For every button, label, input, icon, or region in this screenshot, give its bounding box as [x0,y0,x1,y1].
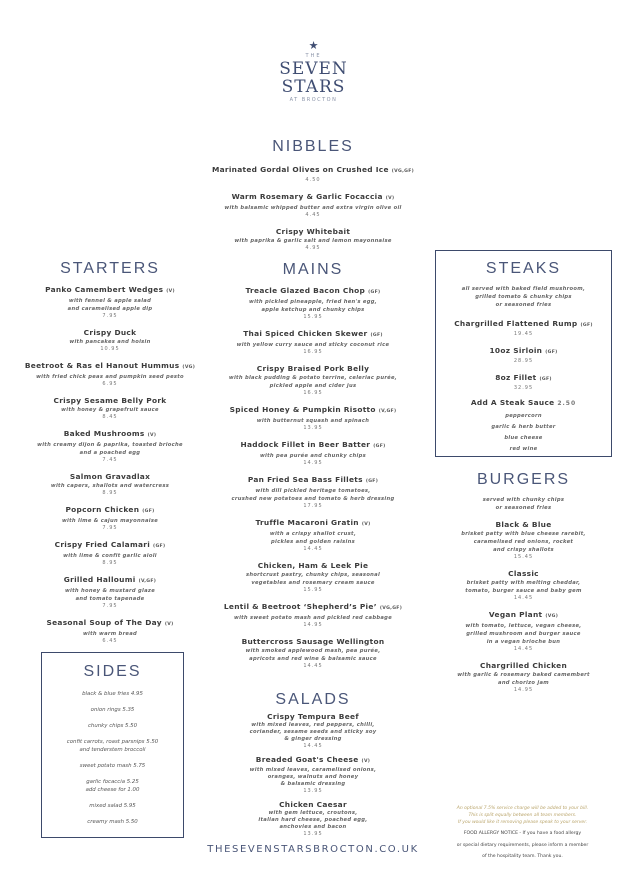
item-name-text: Baked Mushrooms [63,429,145,438]
menu-item [193,286,433,321]
item-name-text: Marinated Gordal Olives on Crushed Ice [211,165,389,174]
item-price: 8.45 [102,414,118,420]
item-description: in a vegan brioche bun [486,639,561,645]
menu-item [10,429,210,464]
item-price: 14.45 [303,663,323,669]
menu-item [193,405,433,432]
steak-sauce-option: garlic & herb butter [491,424,556,430]
sides-section [41,662,184,834]
item-description: with smoked applewood mash, pea purée, [245,648,381,654]
item-name [193,755,433,767]
item-description: with garlic & rosemary baked camembert [457,672,590,678]
item-name-text: Warm Rosemary & Garlic Focaccia [231,192,383,201]
item-description: with lime & cajun mayonnaise [61,518,159,524]
dietary-tag: (V) [385,196,395,201]
dietary-tag: (VG,GF) [391,169,415,174]
menu-item [425,610,622,653]
allergy-notice-line: FOOD ALLERGY NOTICE - If you have a food allergy [463,831,582,836]
item-description: shortcrust pastry, chunky chips, seasonal [245,572,381,578]
item-price: 13.95 [303,831,323,837]
menu-item [193,755,433,795]
item-price: 4.95 [305,245,321,251]
menu-item [193,637,433,670]
menu-item [193,712,433,750]
item-description: with dill pickled heritage tomatoes, [255,488,371,494]
item-name [10,361,210,373]
item-description: with fried chick peas and pumpkin seed pesto [36,374,184,380]
item-name [425,610,622,622]
item-name-text: Vegan Plant [488,610,543,619]
dietary-tag: (V) [164,622,174,627]
item-description: with pea purée and chunky chips [259,453,367,459]
item-name [435,373,612,385]
item-description: with butternut squash and spinach [256,418,370,424]
item-price: 8.95 [102,560,118,566]
menu-item [193,518,433,553]
item-name [425,661,622,671]
side-item [41,762,184,770]
burgers-section [425,470,622,702]
item-price: 13.95 [303,425,323,431]
item-price: 7.95 [102,313,118,319]
item-description: tomato, burger sauce and baby gem [465,588,582,594]
menu-item [425,520,622,561]
menu-item [425,569,622,602]
item-name-text: Chicken, Ham & Leek Pie [257,561,369,570]
item-description: and caramelised apple dip [67,306,153,312]
service-charge-line: This is split equally between all team members. [468,813,577,818]
menu-item [163,165,463,184]
side-line: creamy mash 5.50 [87,819,138,825]
section-title: MAINS [282,261,344,278]
item-price: 4.45 [305,212,321,218]
item-name-text: Spiced Honey & Pumpkin Risotto [229,405,376,414]
starters-section [10,259,210,653]
item-name-text: Treacle Glazed Bacon Chop [245,286,366,295]
menu-item [10,285,210,320]
item-price: 7.45 [102,457,118,463]
item-name [193,286,433,298]
item-name-text: Lentil & Beetroot ‘Shepherd’s Pie’ [223,602,377,611]
side-line: mixed salad 5.95 [89,803,136,809]
section-title: STEAKS [485,260,562,277]
item-description: with sweet potato mash and pickled red cabbage [233,615,393,621]
dietary-tag: (V) [361,759,371,764]
item-name [193,712,433,722]
steaks-intro-line: or seasoned fries [495,302,552,308]
side-line: sweet potato mash 5.75 [79,763,146,769]
dietary-tag: (V,GF) [138,579,157,584]
notices [425,805,620,861]
item-description: with paprika & garlic salt and lemon mayonnaise [234,238,392,244]
menu-item [193,364,433,397]
item-name [10,618,210,630]
item-name [193,440,433,452]
dietary-tag: (GF) [580,323,593,328]
section-title: SALADS [275,691,351,708]
item-name [10,429,210,441]
menu-item [193,440,433,467]
dietary-tag: (V,GF) [378,409,397,414]
side-item [41,722,184,730]
item-name [193,602,433,614]
section-title: NIBBLES [272,138,354,155]
allergy-notice-line: or special dietary requirements, please inform a member [456,842,589,848]
logo-the: THE [305,53,322,59]
item-description: caramelised red onions, rocket [473,539,574,545]
menu-item [193,602,433,629]
item-price: 17.95 [303,503,323,509]
item-description: with fennel & apple salad [68,298,152,304]
dietary-tag: (VG,GF) [379,606,403,611]
item-name-text: Pan Fried Sea Bass Fillets [247,475,363,484]
item-name [10,575,210,587]
logo-stars: STARS [281,77,346,97]
item-name-text: Thai Spiced Chicken Skewer [243,329,368,338]
item-price: 14.45 [513,595,534,601]
item-description: with honey & grapefruit sauce [61,407,159,413]
item-name-text: Popcorn Chicken [65,505,140,514]
dietary-tag: (GF) [373,444,386,449]
item-description: with balsamic whipped butter and extra virgin olive oil [224,205,402,211]
item-name [10,328,210,338]
item-name [435,346,612,358]
section-title: SIDES [83,663,142,680]
item-description: crushed new potatoes and tomato & herb dressing [231,496,395,502]
item-name-text: Truffle Macaroni Gratin [255,518,359,527]
item-price: 16.95 [303,349,323,355]
item-description: and crispy shallots [493,547,554,553]
dietary-tag: (GF) [545,350,558,355]
side-item [41,706,184,714]
item-description: and a poached egg [79,450,141,456]
item-name [163,227,463,237]
item-name-text: Crispy Fried Calamari [54,540,151,549]
steaks-intro-line: grilled tomato & chunky chips [475,294,572,300]
item-name-text: Beetroot & Ras el Hanout Hummus [24,361,180,370]
dietary-tag: (GF) [370,333,383,338]
item-description: with yellow curry sauce and sticky coconut rice [236,342,390,348]
item-price: 14.95 [513,687,534,693]
item-name [425,569,622,579]
steak-sauce-heading: Add A Steak Sauce 2.50 [470,398,577,407]
item-name-text: Breaded Goat's Cheese [255,755,359,764]
item-name [193,800,433,810]
menu-item [10,328,210,353]
item-name-text: Black & Blue [495,520,552,529]
burgers-intro-line: or seasoned fries [495,505,552,511]
side-line: confit carrots, roast parsnips 5.50 [66,739,159,745]
item-name-text: Chargrilled Flattened Rump [454,319,578,328]
salads-section [193,690,433,843]
allergy-notice-line: of the hospitality team. Thank you. [482,854,563,859]
side-item [41,690,184,698]
dietary-tag: (GF) [153,544,166,549]
menu-item [193,329,433,356]
item-name [193,329,433,341]
item-name-text: Seasonal Soup of The Day [46,618,162,627]
side-item [41,818,184,826]
side-item [41,778,184,794]
menu-item [425,661,622,694]
side-item [41,738,184,754]
item-description: & ginger dressing [284,736,342,742]
item-description: oranges, walnuts and honey [267,774,359,780]
item-price: 14.95 [303,460,323,466]
item-name [193,475,433,487]
menu-item [10,575,210,610]
steaks-section [435,259,612,455]
dietary-tag: (VG) [182,365,196,370]
item-description: with capers, shallots and watercress [50,483,170,489]
item-description: with black pudding & potato terrine, celeriac purée, [228,375,398,381]
item-name-text: Classic [508,569,539,578]
item-description: with mixed leaves, caramelised onions, [249,767,377,773]
item-name-text: Grilled Halloumi [63,575,136,584]
side-line: black & blue fries 4.95 [82,691,143,697]
steak-sauce-option: red wine [509,446,538,452]
menu-item [10,540,210,567]
item-name-text: Panko Camembert Wedges [45,285,164,294]
item-description: & balsamic dressing [280,781,346,787]
menu-item [193,561,433,594]
menu-item [163,227,463,252]
item-price: 10.95 [100,346,120,352]
item-price: 6.45 [102,638,118,644]
item-name [10,285,210,297]
item-description: with pancakes and hoisin [69,339,151,345]
menu-item [10,361,210,388]
item-price: 14.95 [303,622,323,628]
item-price: 16.95 [303,390,323,396]
item-description: apricots and red wine & balsamic sauce [249,656,377,662]
item-description: with honey & mustard glaze [64,588,156,594]
menu-item [10,505,210,532]
item-name-text: Crispy Whitebait [275,227,351,236]
item-description: with warm bread [82,631,138,637]
item-price: 7.95 [102,525,118,531]
steaks-intro-line: all served with baked field mushroom, [461,286,586,292]
steak-sauce-option: peppercorn [505,413,542,419]
section-title: STARTERS [60,260,160,277]
logo [0,40,627,105]
item-name-text: Salmon Gravadlax [69,472,151,481]
item-name [10,505,210,517]
steak-sauce-option: blue cheese [504,435,543,441]
item-name-text: Crispy Braised Pork Belly [256,364,370,373]
menu-item [435,346,612,365]
item-price: 28.95 [513,358,534,364]
item-description: with tomato, lettuce, vegan cheese, [465,623,582,629]
item-price: 14.45 [303,546,323,552]
item-price: 6.95 [102,381,118,387]
item-price: 15.95 [303,587,323,593]
service-charge-line: If you would like it removing please speak to your server. [457,820,588,825]
item-description: apple ketchup and chunky chips [261,307,365,313]
item-description: italian hard cheese, poached egg, [258,817,368,823]
item-description: brisket patty with blue cheese rarebit, [461,531,586,537]
item-description: and chorizo jam [498,680,549,686]
item-name-text: Haddock Fillet in Beer Batter [240,440,371,449]
item-price: 7.95 [102,603,118,609]
side-line: onion rings 5.35 [90,707,135,713]
item-name [193,561,433,571]
side-line: and tenderstem broccoli [79,747,146,753]
menu-item [193,800,433,838]
dietary-tag: (VG) [545,614,559,619]
dietary-tag: (GF) [539,377,552,382]
dietary-tag: (V) [147,433,157,438]
item-price: 8.95 [102,490,118,496]
menu-item [435,319,612,338]
side-line: chunky chips 5.50 [87,723,138,729]
website-link[interactable]: THESEVENSTARSBROCTON.CO.UK [207,844,419,855]
item-description: pickled apple and cider jus [269,383,357,389]
item-price: 32.95 [513,385,534,391]
item-description: with mixed leaves, red peppers, chilli, [251,722,375,728]
item-description: grilled mushroom and burger sauce [466,631,581,637]
steak-sauce-price: 2.50 [557,400,577,407]
dietary-tag: (GF) [365,479,379,484]
logo-location: AT BROCTON [289,97,338,103]
item-description: anchovies and bacon [279,824,347,830]
item-price: 15.95 [303,314,323,320]
item-price: 14.45 [303,743,323,749]
nibbles-section [163,137,463,260]
item-description: with lime & confit garlic aioli [63,553,157,559]
item-name [193,364,433,374]
dietary-tag: (GF) [142,509,155,514]
item-name [163,165,463,177]
item-description: with gem lettuce, croutons, [268,810,358,816]
service-charge-line: An optional 7.5% service charge will be added to your bill. [456,806,589,811]
item-name [10,472,210,482]
dietary-tag: (V) [361,522,371,527]
item-name [10,540,210,552]
logo-seven: SEVEN [279,59,348,79]
item-name-text: 10oz Sirloin [489,346,543,355]
item-name-text: Chargrilled Chicken [479,661,568,670]
item-price: 4.50 [305,177,321,183]
item-description: with pickled pineapple, fried hen's egg, [248,299,378,305]
item-price: 19.45 [513,331,534,337]
item-name [193,405,433,417]
menu-item [10,396,210,421]
item-description: with a crispy shallot crust, [269,531,357,537]
item-description: and tomato tapenade [75,596,145,602]
item-name [425,520,622,530]
item-name-text: 8oz Fillet [495,373,537,382]
item-name [193,518,433,530]
item-price: 13.95 [303,788,323,794]
item-name [435,319,612,331]
item-price: 14.45 [513,646,534,652]
item-description: brisket patty with melting cheddar, [466,580,581,586]
item-name-text: Buttercross Sausage Wellington [241,637,385,646]
menu-item [193,475,433,510]
item-description: vegetables and rosemary cream sauce [251,580,375,586]
side-line: add cheese for 1.00 [85,787,140,793]
section-title: BURGERS [476,471,571,488]
menu-item [10,472,210,497]
menu-item [10,618,210,645]
menu-item [435,373,612,392]
dietary-tag: (GF) [368,290,381,295]
item-price: 15.45 [513,554,534,560]
mains-section [193,260,433,678]
item-description: with creamy dijon & paprika, toasted brioche [37,442,183,448]
item-name-text: Crispy Tempura Beef [267,712,359,721]
item-name [10,396,210,406]
star-icon: ★ [308,39,319,52]
menu-item [163,192,463,219]
item-name [163,192,463,204]
item-name-text: Crispy Sesame Belly Pork [53,396,167,405]
item-description: pickles and golden raisins [271,539,355,545]
item-name [193,637,433,647]
item-name-text: Crispy Duck [83,328,137,337]
burgers-intro-line: served with chunky chips [482,497,565,503]
side-line: garlic focaccia 5.25 [86,779,139,785]
item-description: coriander, sesame seeds and sticky soy [249,729,377,735]
dietary-tag: (V) [166,289,175,294]
side-item [41,802,184,810]
item-name-text: Chicken Caesar [279,800,347,809]
